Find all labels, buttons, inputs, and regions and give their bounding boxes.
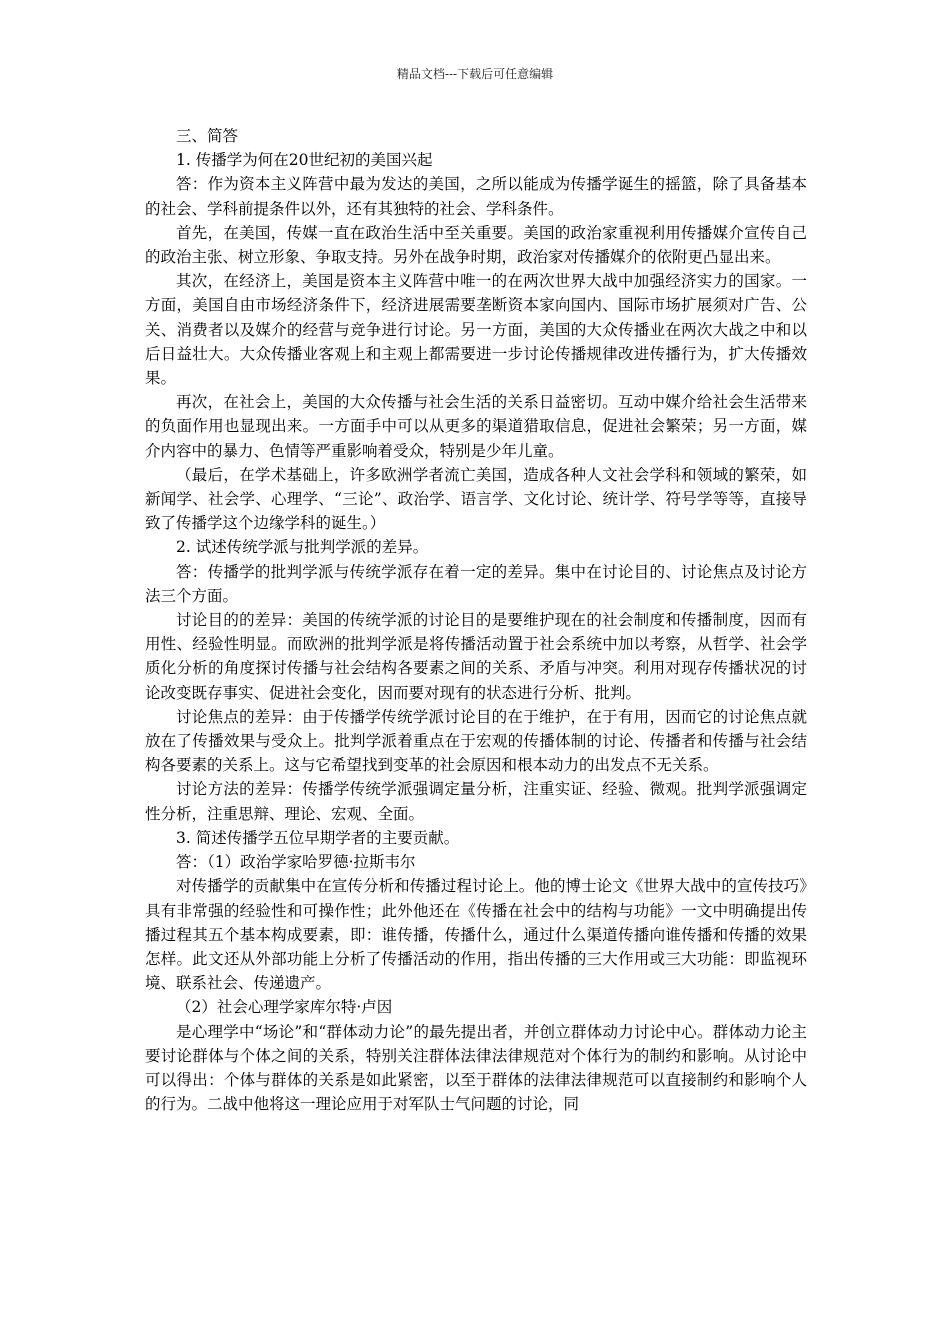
answer-1-society: 再次，在社会上，美国的大众传播与社会生活的关系日益密切。互动中媒介给社会生活带来的负面作用也显现出来。一方面手中可以从更多的渠道猎取信息，促进社会繁荣；另一方面，媒介内容中的暴力、色情等严重影响着受众，特别是少年儿童。 bbox=[145, 393, 807, 460]
answer-3-lasswell-heading: 答：（1）政治学家哈罗德·拉斯韦尔 bbox=[176, 853, 416, 872]
answer-1-academia: （最后，在学术基础上，许多欧洲学者流亡美国，造成各种人文社会学科和领域的繁荣，如新闻学、社会学、心理学、“三论”、政治学、语言学、文化讨论、统计学、符号学等等，直接导致了传播学这个边缘学科的诞生。） bbox=[145, 465, 807, 533]
answer-2-focus: 讨论焦点的差异：由于传播学传统学派讨论目的在于维护，在于有用，因而它的讨论焦点就放在了传播效果与受众上。批判学派着重点在于宏观的传播体制的讨论、传播者和传播与社会结构各要素的关系上。这与它希望找到变革的社会原因和根本动力的出发点不无关系。 bbox=[145, 707, 807, 775]
answer-3-lasswell-body: 对传播学的贡献集中在宣传分析和传播过程讨论上。他的博士论文《世界大战中的宣传技巧》具有非常强的经验性和可操作性；此外他还在《传播在社会中的结构与功能》一文中明确提出传播过程其五个基本构成要素，即：谁传播，传播什么，通过什么渠道传播向谁传播和传播的效果怎样。此文还从外部功能上分析了传播活动的作用，指出传播的三大作用或三大功能：即监视环境、联系社会、传递遗产。 bbox=[145, 877, 807, 993]
question-3: 3. 简述传播学五位早期学者的主要贡献。 bbox=[176, 828, 460, 847]
answer-3-lewin-body: 是心理学中“场论”和“群体动力论”的最先提出者，并创立群体动力讨论中心。群体动力论主要讨论群体与个体之间的关系，特别关注群体法律法律规范对个体行为的制约和影响。从讨论中可以得出：个体与群体的关系是如此紧密，以至于群体的法律法律规范可以直接制约和影响个人的行为。二战中他将这一理论应用于对军队士气问题的讨论，同 bbox=[145, 1022, 807, 1114]
question-2: 2. 试述传统学派与批判学派的差异。 bbox=[176, 538, 429, 557]
page-header: 精品文档---下载后可任意编辑 bbox=[396, 67, 554, 81]
answer-1-politics: 首先，在美国，传媒一直在政治生活中至关重要。美国的政治家重视利用传播媒介宣传自己的政治主张、树立形象、争取支持。另外在战争时期，政治家对传播媒介的依附更凸显出来。 bbox=[145, 223, 807, 267]
answer-1-economy: 其次，在经济上，美国是资本主义阵营中唯一的在两次世界大战中加强经济实力的国家。一方面，美国自由市场经济条件下，经济进展需要垄断资本家向国内、国际市场扩展须对广告、公关、消费者以及媒介的经营与竞争进行讨论。另一方面，美国的大众传播业在两次大战之中和以后日益壮大。大众传播业客观上和主观上都需要进一步讨论传播规律改进传播行为，扩大传播效果。 bbox=[145, 272, 807, 388]
document-body bbox=[145, 124, 807, 1116]
answer-3-lewin-heading: （2）社会心理学家库尔特·卢因 bbox=[176, 998, 393, 1017]
section-heading: 三、简答 bbox=[176, 127, 239, 145]
answer-2-purpose: 讨论目的的差异：美国的传统学派的讨论目的是要维护现在的社会制度和传播制度，因而有用性、经验性明显。而欧洲的批判学派是将传播活动置于社会系统中加以考察，从哲学、社会学质化分析的角度探讨传播与社会结构各要素之间的关系、矛盾与冲突。利用对现存传播状况的讨论改变既存事实、促进社会变化，因而要对现有的状态进行分析、批判。 bbox=[145, 611, 807, 702]
answer-2-intro: 答：传播学的批判学派与传统学派存在着一定的差异。集中在讨论目的、讨论焦点及讨论方法三个方面。 bbox=[145, 562, 807, 605]
question-1: 1. 传播学为何在20世纪初的美国兴起 bbox=[176, 151, 433, 170]
answer-2-method: 讨论方法的差异：传播学传统学派强调定量分析，注重实证、经验、微观。批判学派强调定性分析，注重思辩、理论、宏观、全面。 bbox=[145, 780, 807, 823]
answer-1-intro: 答：作为资本主义阵营中最为发达的美国，之所以能成为传播学诞生的摇篮，除了具备基本的社会、学科前提条件以外，还有其独特的社会、学科条件。 bbox=[145, 175, 807, 218]
